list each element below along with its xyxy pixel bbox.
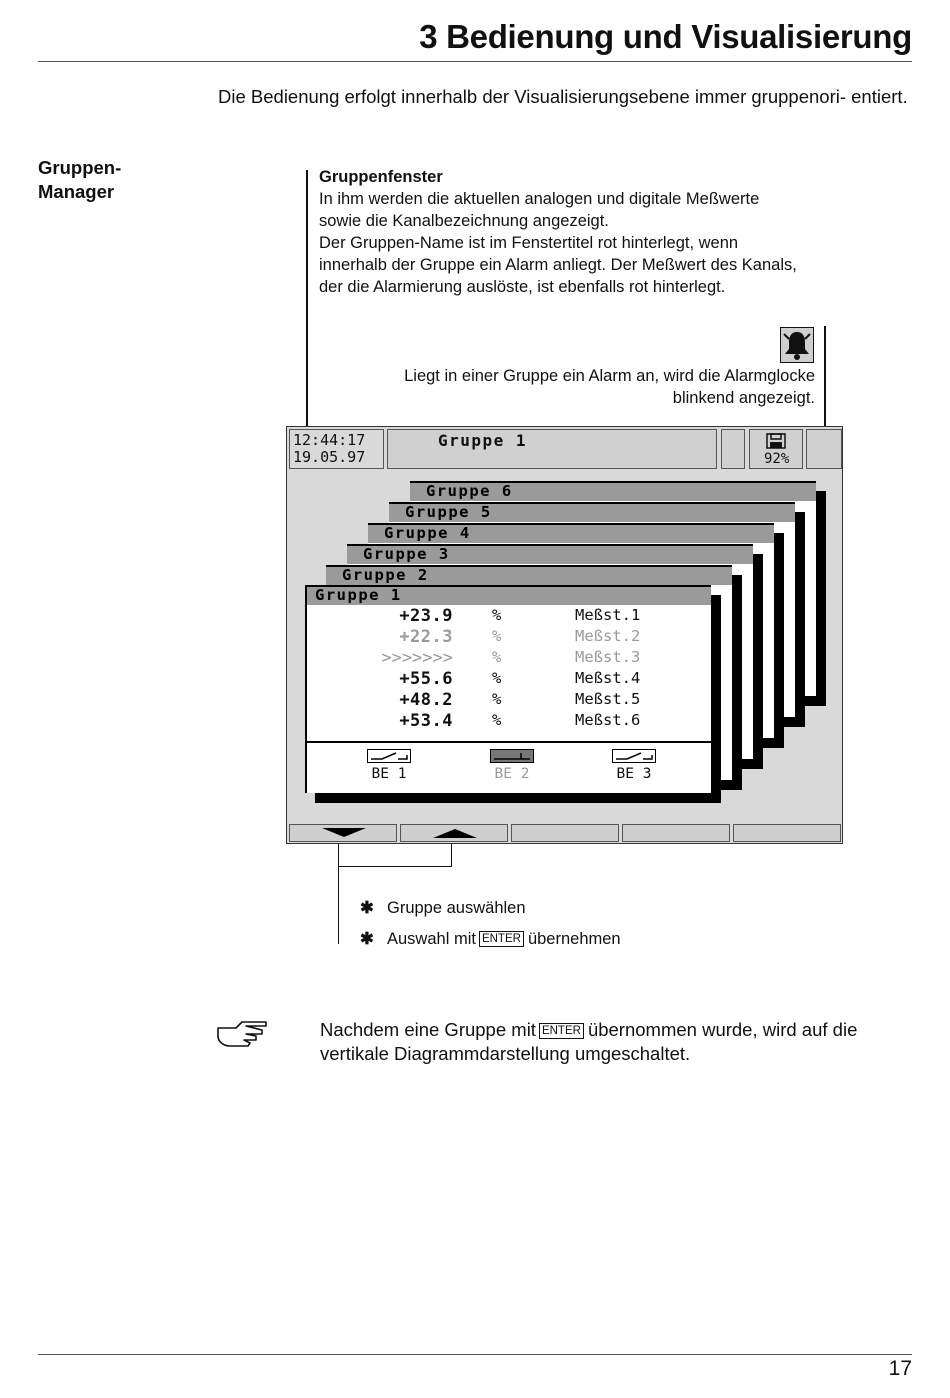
measurement-value: >>>>>>> [381,648,453,668]
switch-open-icon [612,749,656,763]
measurement-row [307,690,711,711]
softkey-leader-line [338,844,339,944]
measurement-unit: % [492,669,502,687]
switch-open-icon [367,749,411,763]
section-heading-line1: Gruppen- [38,157,122,178]
measurement-unit: % [492,627,502,645]
group-title-bar[interactable] [387,429,717,469]
gruppenfenster-heading: Gruppenfenster [319,168,443,186]
main-window-title: Gruppe 1 [307,585,711,605]
bullet-star-icon: ✱ [360,899,374,917]
measurement-value: +53.4 [399,711,453,731]
measurement-value: +48.2 [399,690,453,710]
header-rule [38,61,912,62]
page-number: 17 [888,1357,912,1380]
softkey-up[interactable] [400,824,508,842]
status-slot [721,429,745,469]
binary-input-label: BE 1 [371,766,407,782]
group-title: Gruppe 1 [438,431,528,450]
softkey-4[interactable] [622,824,730,842]
gruppenfenster-text-2: sowie die Kanalbezeichnung angezeigt. [319,212,609,230]
binary-separator [307,741,711,743]
group-window-title: Gruppe 6 [410,481,816,501]
measurement-name: Meßst.3 [575,648,641,666]
section-heading [38,156,158,204]
bullet-text: Gruppe auswählen [387,899,526,917]
measurement-name: Meßst.1 [575,606,641,624]
alarm-slot [806,429,842,469]
softkey-bracket [338,866,452,867]
group-window-title: Gruppe 3 [347,544,753,564]
note-text: übernommen wurde, wird auf die vertikale Diagrammdarstellung umgeschaltet. [320,1019,858,1064]
bullet-text: übernehmen [527,930,621,948]
page-title: 3 Bedienung und Visualisierung [419,18,912,55]
softkey-instructions [360,893,621,955]
bullet-text: Auswahl mit [387,930,476,948]
measurement-unit: % [492,711,502,729]
measurement-value: +22.3 [399,627,453,647]
softkey-3[interactable] [511,824,619,842]
down-arrow-icon [290,825,398,841]
alarm-text-2: blinkend angezeigt. [672,389,815,407]
binary-input-label: BE 2 [494,766,530,782]
measurement-name: Meßst.5 [575,690,641,708]
device-screen [286,426,843,844]
binary-input-label: BE 3 [616,766,652,782]
measurement-row [307,711,711,732]
measurement-name: Meßst.6 [575,711,641,729]
measurement-unit: % [492,648,502,666]
pointing-hand-icon [216,1016,268,1061]
gruppenfenster-text-5: der die Alarmierung auslöste, ist ebenfalls rot hinterlegt. [319,278,726,296]
softkey-leader-line [451,844,452,866]
clock-time: 12:44:17 [293,431,366,449]
alarm-callout [330,365,815,409]
list-item [360,893,621,924]
measurement-row [307,669,711,690]
group-window-title: Gruppe 4 [368,523,774,543]
footer-rule [38,1354,912,1355]
measurement-unit: % [492,606,502,624]
clock-box [289,429,384,469]
measurement-row [307,627,711,648]
measurement-name: Meßst.2 [575,627,641,645]
alarm-bell-icon [780,327,814,363]
enter-key: ENTER [539,1023,584,1039]
note-text: Nachdem eine Gruppe mit [320,1019,536,1040]
group-window-title: Gruppe 5 [389,502,795,522]
binary-input-3 [604,749,664,782]
gruppenfenster-callout [319,166,859,298]
measurement-name: Meßst.4 [575,669,641,687]
measurement-unit: % [492,690,502,708]
enter-key: ENTER [479,931,524,947]
binary-input-1 [359,749,419,782]
intro-paragraph: Die Bedienung erfolgt innerhalb der Visualisierungsebene immer gruppenori- entiert. [218,86,908,107]
measurement-value: +23.9 [399,606,453,626]
up-arrow-icon [401,825,509,841]
note-paragraph [320,1018,912,1066]
gruppenfenster-text-3: Der Gruppen-Name ist im Fenstertitel rot hinterlegt, wenn [319,234,739,252]
binary-input-2 [482,749,542,782]
measurement-row [307,648,711,669]
list-item [360,924,621,955]
floppy-disk-icon [766,433,786,449]
alarm-text-1: Liegt in einer Gruppe ein Alarm an, wird die Alarmglocke [404,367,815,385]
group-window-1[interactable] [305,585,711,793]
gruppenfenster-text-1: In ihm werden die aktuellen analogen und digitale Meßwerte [319,190,760,208]
bullet-star-icon: ✱ [360,930,374,948]
group-window-title: Gruppe 2 [326,565,732,585]
switch-closed-icon [490,749,534,763]
clock-date: 19.05.97 [293,448,366,466]
memory-box [749,429,803,469]
memory-percent: 92% [764,451,790,467]
softkey-down[interactable] [289,824,397,842]
gruppenfenster-text-4: innerhalb der Gruppe ein Alarm anliegt. Der Meßwert des Kanals, [319,256,797,274]
measurement-value: +55.6 [399,669,453,689]
measurement-row [307,606,711,627]
softkey-5[interactable] [733,824,841,842]
section-heading-line2: Manager [38,181,115,202]
